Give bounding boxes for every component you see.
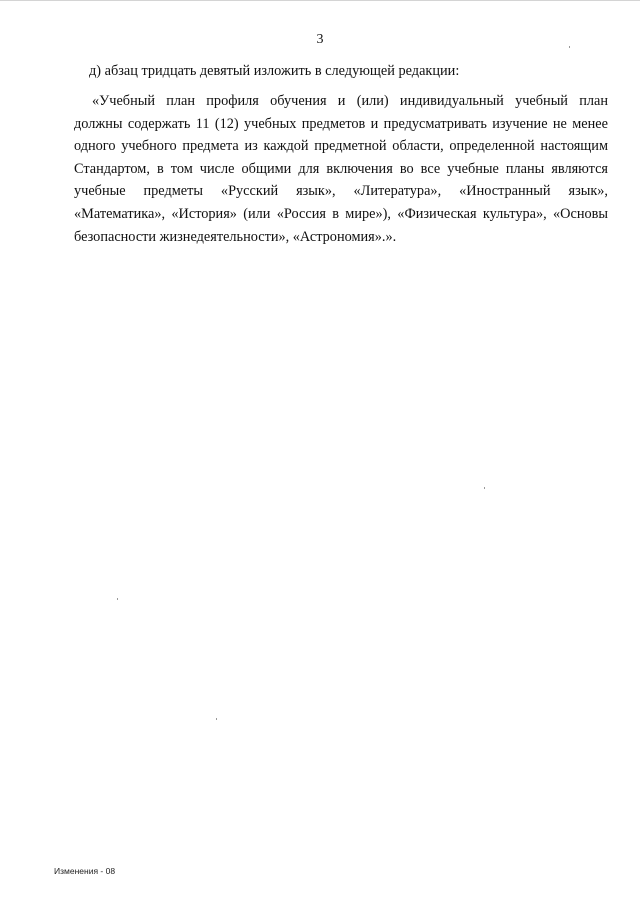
scan-speck [484, 487, 485, 489]
quoted-paragraph [74, 90, 608, 248]
scan-speck [216, 718, 217, 720]
quote-line: учебные предметы «Русский язык», «Литература», «Иностранный язык», [74, 183, 608, 200]
quote-line: «Учебный план профиля обучения и (или) индивидуальный учебный план [92, 93, 608, 109]
quote-line: безопасности жизнедеятельности», «Астрономия».». [74, 228, 397, 245]
intro-paragraph: д) абзац тридцать девятый изложить в следующей редакции: [89, 63, 460, 79]
scan-top-edge [0, 0, 640, 4]
quote-line: «Математика», «История» (или «Россия в мире»), «Физическая культура», «Основы [74, 205, 608, 222]
quote-line: должны содержать 11 (12) учебных предметов и предусматривать изучение не менее [74, 115, 608, 132]
quote-line: Стандартом, в том числе общими для включения во все учебные планы являются [74, 160, 608, 177]
page-number: 3 [316, 32, 324, 47]
footer-label: Изменения - 08 [54, 866, 116, 876]
scan-speck [117, 598, 118, 600]
quote-line: одного учебного предмета из каждой предметной области, определенной настоящим [74, 138, 608, 155]
scan-speck [569, 46, 570, 48]
